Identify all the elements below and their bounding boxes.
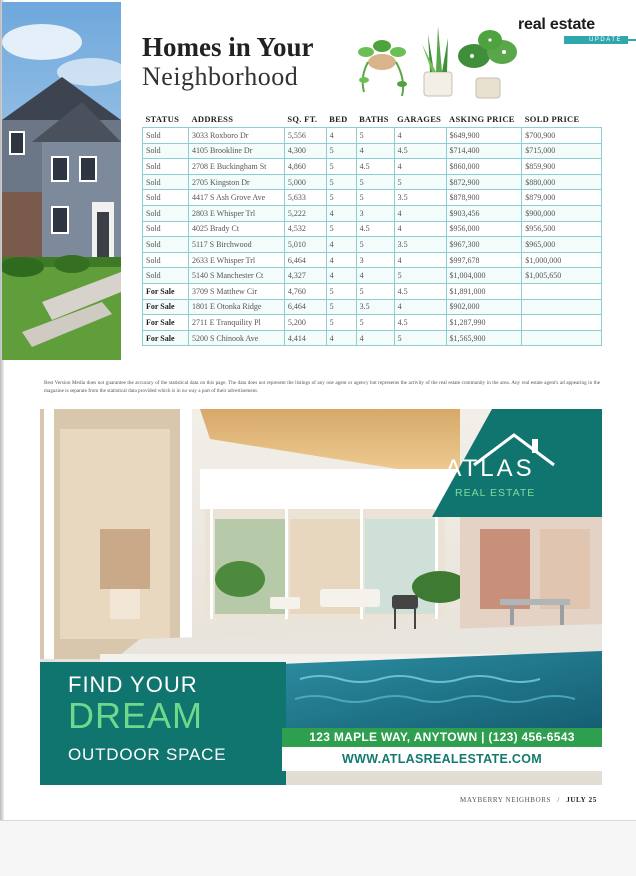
table-cell xyxy=(522,330,602,346)
monstera-plant-icon xyxy=(458,30,517,98)
table-cell xyxy=(522,315,602,331)
table-cell: $1,000,000 xyxy=(522,252,602,268)
table-cell: 4 xyxy=(394,252,446,268)
table-cell: For Sale xyxy=(143,315,189,331)
table-cell: $1,891,000 xyxy=(446,283,522,299)
cta-line-2: DREAM xyxy=(68,695,204,736)
column-header: SOLD PRICE xyxy=(524,114,580,124)
table-cell: $872,900 xyxy=(446,174,522,190)
table-row xyxy=(143,315,602,331)
table-cell: 4 xyxy=(326,128,356,144)
table-cell: 4,760 xyxy=(284,283,326,299)
table-cell: 4 xyxy=(326,252,356,268)
table-cell: 6,464 xyxy=(284,299,326,315)
table-cell: 2708 E Buckingham St xyxy=(188,159,284,175)
table-cell: 3.5 xyxy=(394,237,446,253)
table-cell: Sold xyxy=(143,237,189,253)
table-cell: 4.5 xyxy=(356,221,394,237)
column-header: GARAGES xyxy=(397,114,442,124)
table-cell: 3.5 xyxy=(394,190,446,206)
table-row xyxy=(143,190,602,206)
table-cell: 5 xyxy=(326,299,356,315)
table-row xyxy=(143,205,602,221)
table-cell: 5,010 xyxy=(284,237,326,253)
table-cell: 5,200 xyxy=(284,315,326,331)
table-cell: 4417 S Ash Grove Ave xyxy=(188,190,284,206)
table-row xyxy=(143,283,602,299)
table-cell: Sold xyxy=(143,221,189,237)
table-header-row xyxy=(143,112,602,128)
table-cell: 5 xyxy=(356,128,394,144)
table-row xyxy=(143,299,602,315)
table-cell: 4105 Brookline Dr xyxy=(188,143,284,159)
page-title xyxy=(142,32,314,92)
table-cell: Sold xyxy=(143,268,189,284)
table-cell: 5 xyxy=(326,159,356,175)
table-cell: 5 xyxy=(356,283,394,299)
table-cell: 5200 S Chinook Ave xyxy=(188,330,284,346)
table-cell: 6,464 xyxy=(284,252,326,268)
table-cell: 5 xyxy=(326,143,356,159)
table-cell: 4 xyxy=(326,330,356,346)
table-cell: 4,532 xyxy=(284,221,326,237)
table-cell: $879,000 xyxy=(522,190,602,206)
column-header: ADDRESS xyxy=(191,114,234,124)
badge-update-label: UPDATE xyxy=(564,36,628,44)
table-cell: 4 xyxy=(356,268,394,284)
table-cell: 2803 E Whisper Trl xyxy=(188,205,284,221)
table-cell: 3033 Roxboro Dr xyxy=(188,128,284,144)
atlas-logo-subtitle: REAL ESTATE xyxy=(455,487,536,499)
hanging-plant-icon xyxy=(358,40,407,96)
table-cell: 4,300 xyxy=(284,143,326,159)
table-cell: $997,678 xyxy=(446,252,522,268)
table-cell: $903,456 xyxy=(446,205,522,221)
table-row xyxy=(143,252,602,268)
table-cell xyxy=(522,283,602,299)
cta-line-3: OUTDOOR SPACE xyxy=(68,745,227,764)
table-cell: 5 xyxy=(356,190,394,206)
table-row xyxy=(143,143,602,159)
table-cell: 5,222 xyxy=(284,205,326,221)
contact-address-bar: 123 MAPLE WAY, ANYTOWN | (123) 456-6543 xyxy=(282,728,602,747)
table-cell: $1,287,990 xyxy=(446,315,522,331)
column-header: BATHS xyxy=(359,114,389,124)
table-cell: 4.5 xyxy=(356,159,394,175)
table-cell: 2711 E Tranquility Pl xyxy=(188,315,284,331)
table-row xyxy=(143,174,602,190)
table-cell: 5 xyxy=(356,237,394,253)
issue-month: JULY xyxy=(566,796,587,804)
real-estate-badge xyxy=(518,16,636,43)
table-cell: $859,900 xyxy=(522,159,602,175)
publication-name: MAYBERRY NEIGHBORS xyxy=(460,796,551,804)
table-cell: Sold xyxy=(143,252,189,268)
table-cell: $715,000 xyxy=(522,143,602,159)
table-cell: Sold xyxy=(143,159,189,175)
disclaimer-text: Best Version Media does not guarantee the accuracy of the statistical data on this page. The data does not represent the listings of any one agent or agency but represents the activity of the real estate community in the area. Any real estate agent's ad appearing in the magazine is separate from the statistical data provided which is in no way a part of their advertisement. xyxy=(44,380,600,394)
table-cell: 4,414 xyxy=(284,330,326,346)
table-cell: $956,000 xyxy=(446,221,522,237)
table-cell: 5 xyxy=(326,221,356,237)
table-cell: 5 xyxy=(394,268,446,284)
table-cell: 5 xyxy=(326,315,356,331)
table-cell: 4 xyxy=(394,159,446,175)
table-cell: $956,500 xyxy=(522,221,602,237)
website-url[interactable]: WWW.ATLASREALESTATE.COM xyxy=(282,747,602,771)
table-cell: 3709 S Matthew Cir xyxy=(188,283,284,299)
table-cell: 5 xyxy=(356,174,394,190)
atlas-logo-name: ATLAS xyxy=(445,455,535,482)
table-cell: 4 xyxy=(394,205,446,221)
house-photo xyxy=(2,2,121,360)
table-cell: 4 xyxy=(326,237,356,253)
table-cell: Sold xyxy=(143,143,189,159)
column-header: ASKING PRICE xyxy=(449,114,515,124)
table-row xyxy=(143,128,602,144)
table-cell: 4 xyxy=(394,221,446,237)
table-cell: 5,633 xyxy=(284,190,326,206)
table-cell: $878,900 xyxy=(446,190,522,206)
table-cell: 5117 S Birchwood xyxy=(188,237,284,253)
table-cell: 5 xyxy=(326,283,356,299)
table-cell: $649,900 xyxy=(446,128,522,144)
table-cell: 4,327 xyxy=(284,268,326,284)
table-cell: 4 xyxy=(394,128,446,144)
table-cell: 4 xyxy=(326,268,356,284)
table-cell: 5 xyxy=(326,190,356,206)
scan-bottom-edge xyxy=(0,820,636,876)
table-cell: 4 xyxy=(356,330,394,346)
page-footer xyxy=(460,796,597,804)
column-header: STATUS xyxy=(145,114,180,124)
table-cell: 4025 Brady Ct xyxy=(188,221,284,237)
table-cell: 5140 S Manchester Ct xyxy=(188,268,284,284)
column-header: SQ. FT. xyxy=(287,114,318,124)
table-cell xyxy=(522,299,602,315)
table-cell: 5 xyxy=(356,315,394,331)
table-cell: For Sale xyxy=(143,283,189,299)
table-cell: 5 xyxy=(394,174,446,190)
table-cell: $967,300 xyxy=(446,237,522,253)
table-cell: Sold xyxy=(143,174,189,190)
table-cell: Sold xyxy=(143,128,189,144)
footer-separator: / xyxy=(557,796,560,804)
table-cell: $902,000 xyxy=(446,299,522,315)
table-cell: 2633 E Whisper Trl xyxy=(188,252,284,268)
listings-table xyxy=(142,112,602,346)
table-cell: 5 xyxy=(394,330,446,346)
table-cell: $1,005,650 xyxy=(522,268,602,284)
table-cell: Sold xyxy=(143,190,189,206)
table-cell: 4.5 xyxy=(394,315,446,331)
snake-plant-icon xyxy=(422,26,452,96)
cta-line-1: FIND YOUR xyxy=(68,672,198,697)
table-cell: For Sale xyxy=(143,299,189,315)
table-cell: $714,400 xyxy=(446,143,522,159)
title-line-1: Homes in Your xyxy=(142,32,314,62)
table-cell: $1,004,000 xyxy=(446,268,522,284)
badge-title: real estate xyxy=(518,16,595,33)
table-cell: 5 xyxy=(326,174,356,190)
table-cell: 2705 Kingston Dr xyxy=(188,174,284,190)
table-cell: $1,565,900 xyxy=(446,330,522,346)
table-cell: 1801 E Otonka Ridge xyxy=(188,299,284,315)
table-cell: 4,860 xyxy=(284,159,326,175)
table-row xyxy=(143,221,602,237)
table-cell: $900,000 xyxy=(522,205,602,221)
table-cell: 4 xyxy=(356,143,394,159)
table-row xyxy=(143,268,602,284)
badge-line xyxy=(628,39,636,41)
table-body xyxy=(143,128,602,346)
column-header: BED xyxy=(329,114,348,124)
table-cell: 3 xyxy=(356,252,394,268)
table-row xyxy=(143,159,602,175)
table-cell: $965,000 xyxy=(522,237,602,253)
table-cell: $880,000 xyxy=(522,174,602,190)
table-row xyxy=(143,237,602,253)
table-cell: 5,000 xyxy=(284,174,326,190)
table-cell: $700,900 xyxy=(522,128,602,144)
page-number: 25 xyxy=(588,796,597,804)
table-cell: Sold xyxy=(143,205,189,221)
title-line-2: Neighborhood xyxy=(142,62,299,91)
table-cell: 3.5 xyxy=(356,299,394,315)
plants-illustration xyxy=(352,22,524,102)
table-cell: 4.5 xyxy=(394,143,446,159)
table-cell: 5,556 xyxy=(284,128,326,144)
table-cell: 4 xyxy=(326,205,356,221)
table-cell: For Sale xyxy=(143,330,189,346)
table-cell: 4 xyxy=(394,299,446,315)
table-cell: 4.5 xyxy=(394,283,446,299)
table-row xyxy=(143,330,602,346)
table-cell: $860,000 xyxy=(446,159,522,175)
table-cell: 3 xyxy=(356,205,394,221)
